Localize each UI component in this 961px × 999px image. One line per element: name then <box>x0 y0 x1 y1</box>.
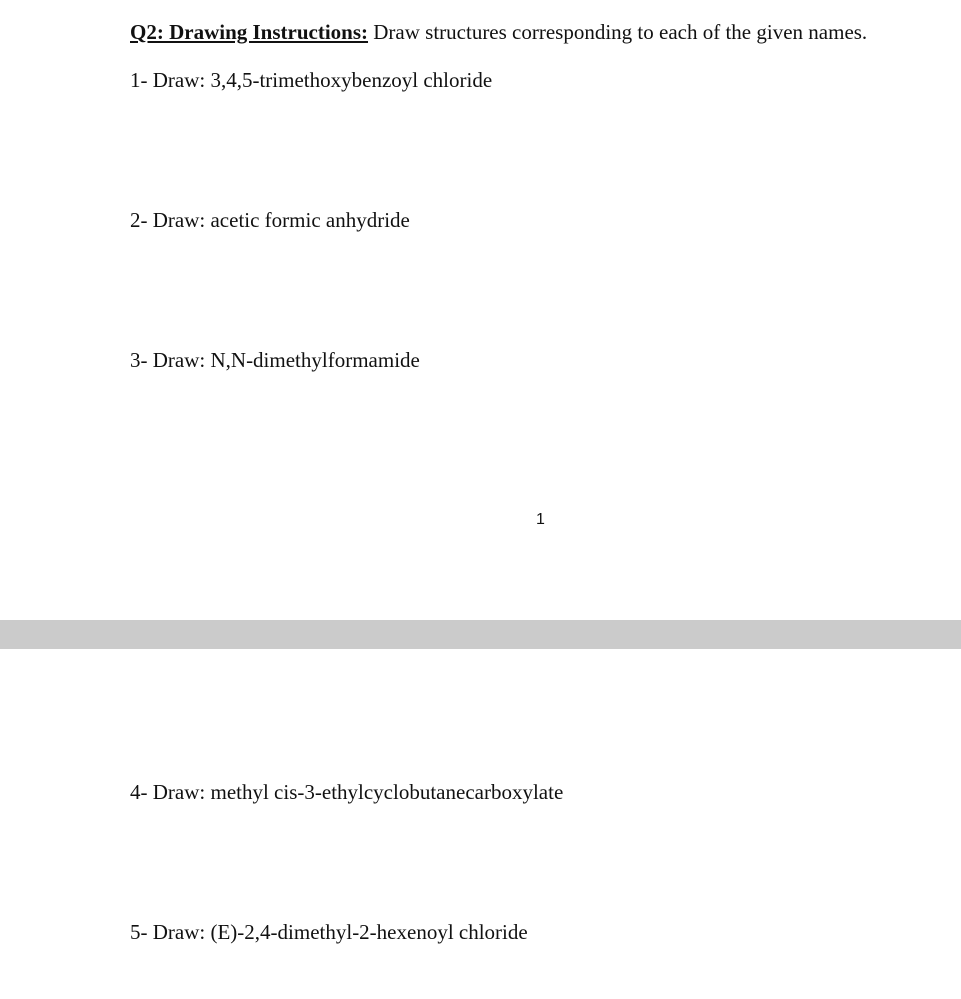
page-number: 1 <box>536 511 545 528</box>
item-number: 3- <box>130 348 148 372</box>
document-page-2 <box>0 649 961 999</box>
draw-item-4 <box>130 779 563 805</box>
item-prefix: Draw: <box>152 208 206 232</box>
item-compound-name: acetic formic anhydride <box>210 208 410 232</box>
item-prefix: Draw: <box>152 68 206 92</box>
item-number: 5- <box>130 920 148 944</box>
item-number: 2- <box>130 208 148 232</box>
item-prefix: Draw: <box>152 780 206 804</box>
question-heading <box>130 19 867 45</box>
draw-item-3 <box>130 347 420 373</box>
draw-item-2 <box>130 207 410 233</box>
item-number: 4- <box>130 780 148 804</box>
item-compound-name: methyl cis-3-ethylcyclobutanecarboxylate <box>210 780 564 804</box>
item-compound-name: N,N-dimethylformamide <box>210 348 420 372</box>
item-prefix: Draw: <box>152 348 206 372</box>
draw-item-1 <box>130 67 492 93</box>
item-number: 1- <box>130 68 148 92</box>
draw-item-5 <box>130 919 528 945</box>
question-instructions: Draw structures corresponding to each of the given names. <box>368 20 868 44</box>
item-prefix: Draw: <box>152 920 206 944</box>
question-label: Q2: Drawing Instructions: <box>130 20 369 44</box>
item-compound-name: 3,4,5-trimethoxybenzoyl chloride <box>210 68 493 92</box>
page-separator <box>0 620 961 649</box>
item-compound-name: (E)-2,4-dimethyl-2-hexenoyl chloride <box>210 920 528 944</box>
